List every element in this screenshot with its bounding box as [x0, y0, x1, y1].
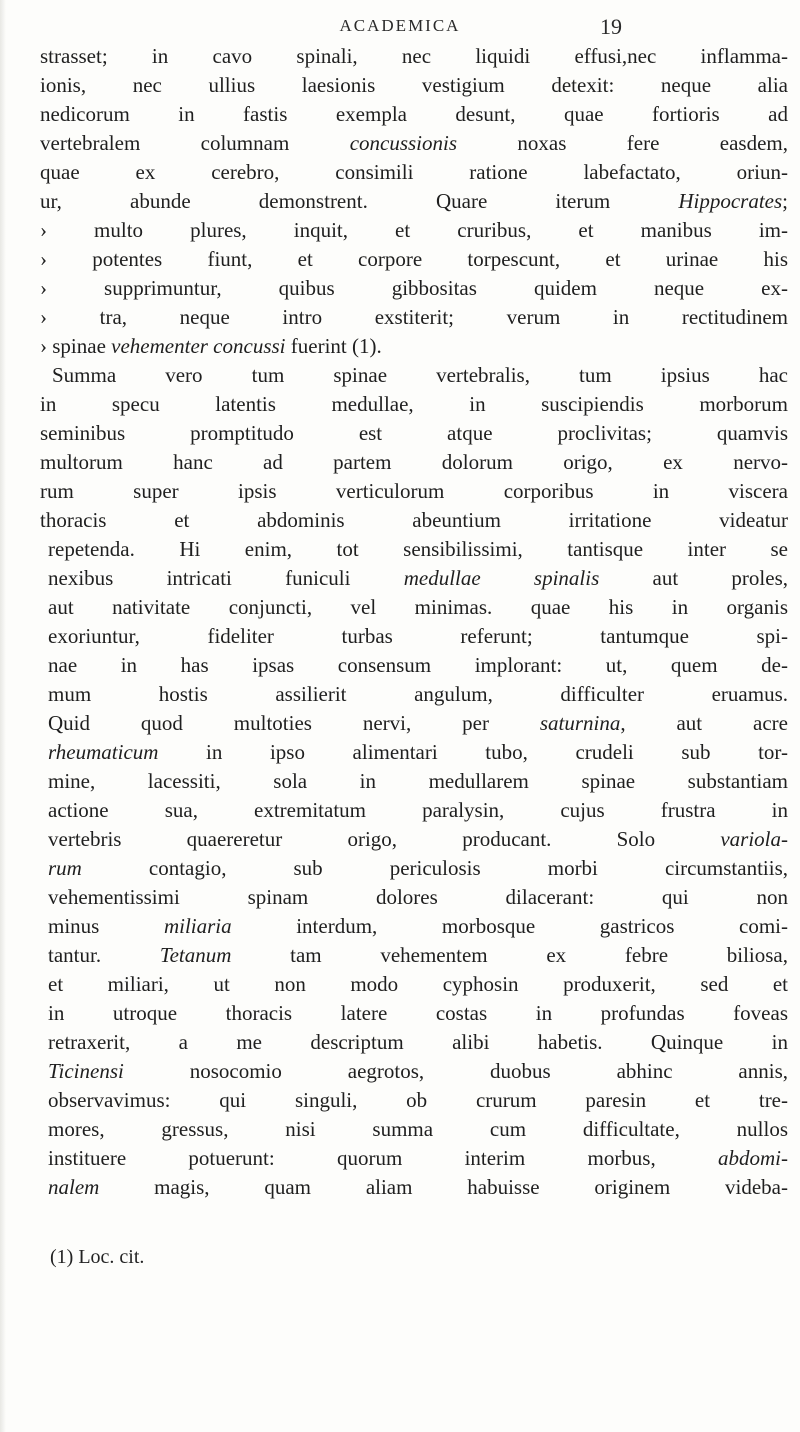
text-line: mum hostis assilierit angulum, difficulter eruamus. — [48, 682, 788, 706]
text-line: › spinae vehementer concussi fuerint (1). — [40, 334, 382, 358]
body-text — [28, 42, 788, 1202]
text-line: › tra, neque intro exstiterit; verum in rectitudinem — [40, 305, 788, 329]
text-line: Quid quod multoties nervi, per saturnina, aut acre — [48, 711, 788, 735]
text-line: in utroque thoracis latere costas in profundas foveas — [48, 1001, 788, 1025]
text-line: strasset; in cavo spinali, nec liquidi effusi,nec inflamma- — [40, 44, 788, 68]
text-line: › potentes fiunt, et corpore torpescunt, et urinae his — [40, 247, 788, 271]
text-line: rum super ipsis verticulorum corporibus in viscera — [40, 479, 788, 503]
text-line: exoriuntur, fideliter turbas referunt; tantumque spi- — [48, 624, 788, 648]
text-line: › multo plures, inquit, et cruribus, et manibus im- — [40, 218, 788, 242]
text-line: repetenda. Hi enim, tot sensibilissimi, tantisque inter se — [48, 537, 788, 561]
footnote: (1) Loc. cit. — [50, 1246, 145, 1268]
text-line: Ticinensi nosocomio aegrotos, duobus abhinc annis, — [48, 1059, 788, 1083]
text-line: vertebris quaereretur origo, producant. Solo variola- — [48, 827, 788, 851]
text-line: nexibus intricati funiculi medullae spinalis aut proles, — [48, 566, 788, 590]
text-line: nae in has ipsas consensum implorant: ut, quem de- — [48, 653, 788, 677]
text-line: rheumaticum in ipso alimentari tubo, crudeli sub tor- — [48, 740, 788, 764]
text-line: quae ex cerebro, consimili ratione labefactato, oriun- — [40, 160, 788, 184]
text-line: observavimus: qui singuli, ob crurum paresin et tre- — [48, 1088, 788, 1112]
text-line: instituere potuerunt: quorum interim morbus, abdomi- — [48, 1146, 788, 1170]
page-number: 19 — [600, 14, 622, 39]
text-line: ur, abunde demonstrent. Quare iterum Hippocrates; — [40, 189, 788, 213]
text-line: nalem magis, quam aliam habuisse originem videba- — [48, 1175, 788, 1199]
text-line: aut nativitate conjuncti, vel minimas. quae his in organis — [48, 595, 788, 619]
text-line: vehementissimi spinam dolores dilacerant: qui non — [48, 885, 788, 909]
text-line: retraxerit, a me descriptum alibi habetis. Quinque in — [48, 1030, 788, 1054]
page-edge-shadow — [0, 0, 6, 1432]
text-line: in specu latentis medullae, in suscipiendis morborum — [40, 392, 788, 416]
text-line: et miliari, ut non modo cyphosin produxerit, sed et — [48, 972, 788, 996]
text-line: vertebralem columnam concussionis noxas fere easdem, — [40, 131, 788, 155]
text-line: ionis, nec ullius laesionis vestigium detexit: neque alia — [40, 73, 788, 97]
text-line: tantur. Tetanum tam vehementem ex febre biliosa, — [48, 943, 788, 967]
text-line: thoracis et abdominis abeuntium irritatione videatur — [40, 508, 788, 532]
text-line: mine, lacessiti, sola in medullarem spinae substantiam — [48, 769, 788, 793]
text-line: minus miliaria interdum, morbosque gastricos comi- — [48, 914, 788, 938]
text-line: Summa vero tum spinae vertebralis, tum ipsius hac — [52, 363, 788, 387]
running-title: ACADEMICA — [339, 16, 461, 35]
text-line: nedicorum in fastis exempla desunt, quae fortioris ad — [40, 102, 788, 126]
text-line: seminibus promptitudo est atque proclivitas; quamvis — [40, 421, 788, 445]
text-line: actione sua, extremitatum paralysin, cujus frustra in — [48, 798, 788, 822]
text-line: › supprimuntur, quibus gibbositas quidem neque ex- — [40, 276, 788, 300]
text-line: multorum hanc ad partem dolorum origo, ex nervo- — [40, 450, 788, 474]
text-line: rum contagio, sub periculosis morbi circumstantiis, — [48, 856, 788, 880]
text-line: mores, gressus, nisi summa cum difficultate, nullos — [48, 1117, 788, 1141]
running-head — [0, 14, 800, 42]
